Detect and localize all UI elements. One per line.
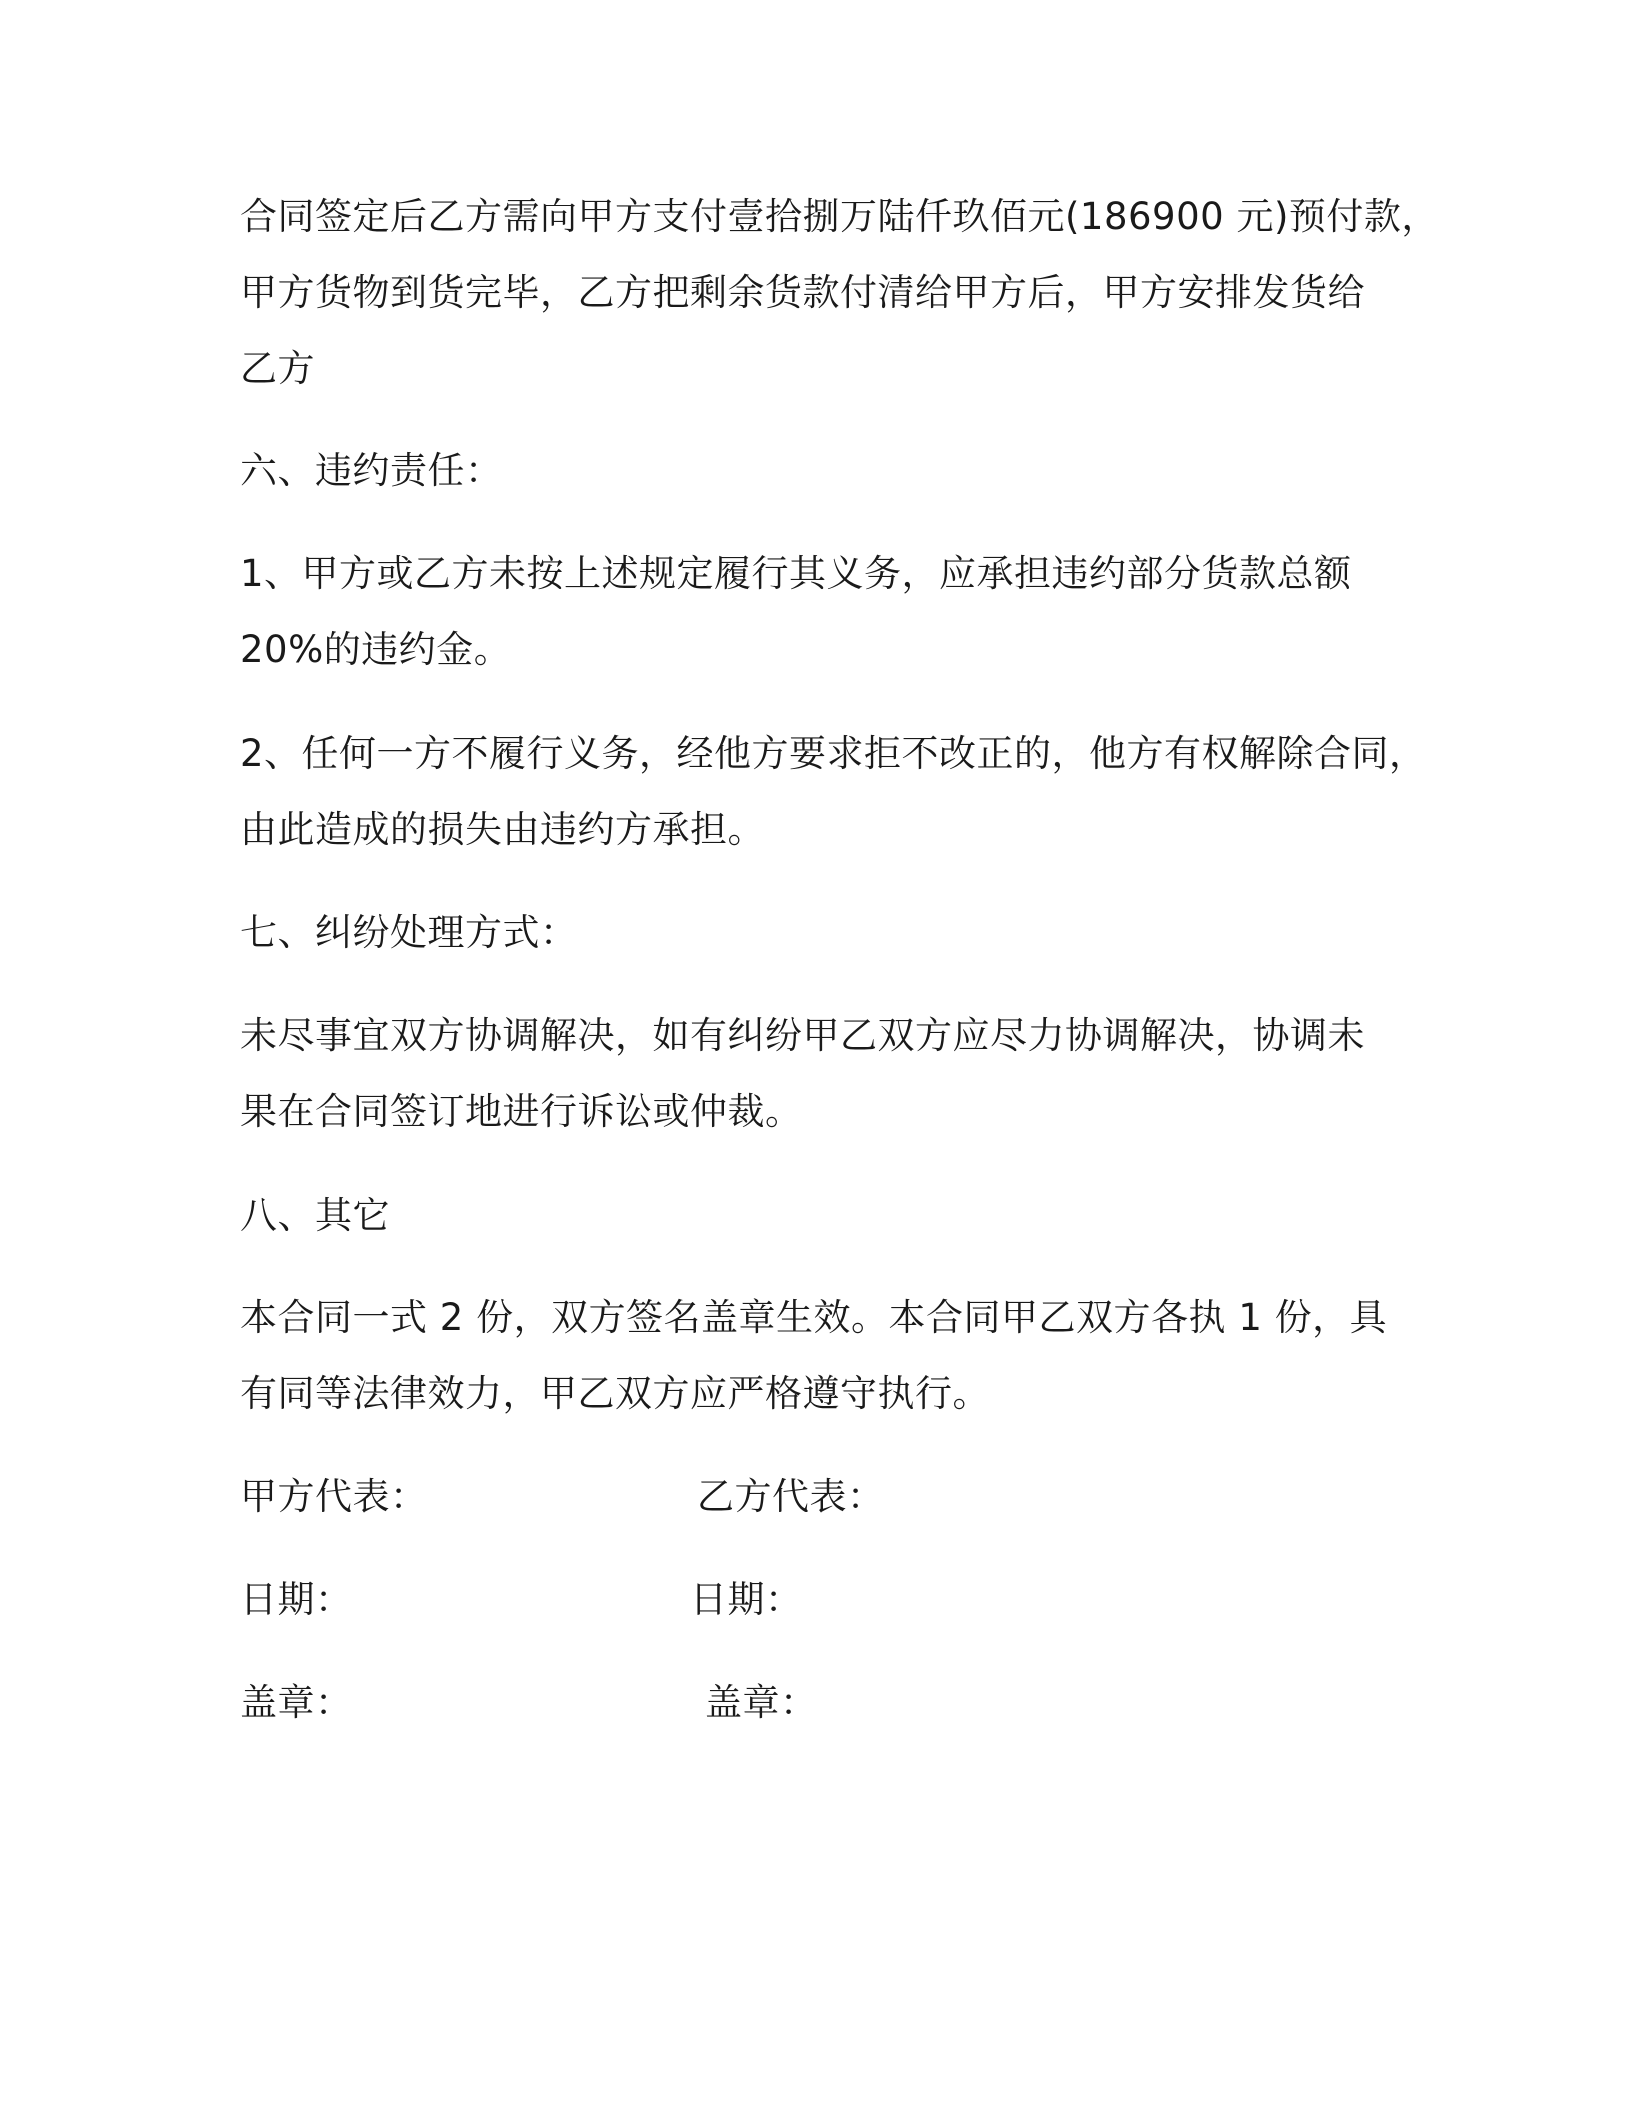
payment-clause-line-2: 甲方货物到货完毕，乙方把剩余货款付清给甲方后，甲方安排发货给	[240, 271, 1365, 314]
party-b-representative-label: 乙方代表：	[697, 1475, 885, 1518]
party-a-date-label: 日期：	[240, 1578, 353, 1621]
section-6-heading: 六、违约责任：	[240, 449, 503, 492]
section-6-item-1-line-2: 20%的违约金。	[240, 628, 512, 671]
party-b-date-label: 日期：	[690, 1578, 803, 1621]
section-7-line-1: 未尽事宜双方协调解决，如有纠纷甲乙双方应尽力协调解决，协调未	[240, 1014, 1365, 1057]
party-a-representative-label: 甲方代表：	[240, 1475, 428, 1518]
section-6-item-2-line-2: 由此造成的损失由违约方承担。	[240, 808, 765, 851]
section-7-line-2: 果在合同签订地进行诉讼或仲裁。	[240, 1090, 803, 1133]
payment-clause-line-3: 乙方	[240, 347, 315, 390]
section-6-item-2-line-1: 2、任何一方不履行义务，经他方要求拒不改正的，他方有权解除合同，	[240, 732, 1427, 775]
section-7-heading: 七、纠纷处理方式：	[240, 911, 578, 954]
party-a-seal-label: 盖章：	[240, 1681, 353, 1724]
party-b-seal-label: 盖章：	[705, 1681, 818, 1724]
section-8-line-1: 本合同一式 2 份，双方签名盖章生效。本合同甲乙双方各执 1 份，具	[240, 1296, 1388, 1339]
section-8-heading: 八、其它	[240, 1194, 390, 1237]
payment-clause-line-1: 合同签定后乙方需向甲方支付壹拾捌万陆仟玖佰元(186900 元)预付款，	[240, 195, 1439, 238]
section-8-line-2: 有同等法律效力，甲乙双方应严格遵守执行。	[240, 1372, 990, 1415]
section-6-item-1-line-1: 1、甲方或乙方未按上述规定履行其义务，应承担违约部分货款总额	[240, 552, 1352, 595]
